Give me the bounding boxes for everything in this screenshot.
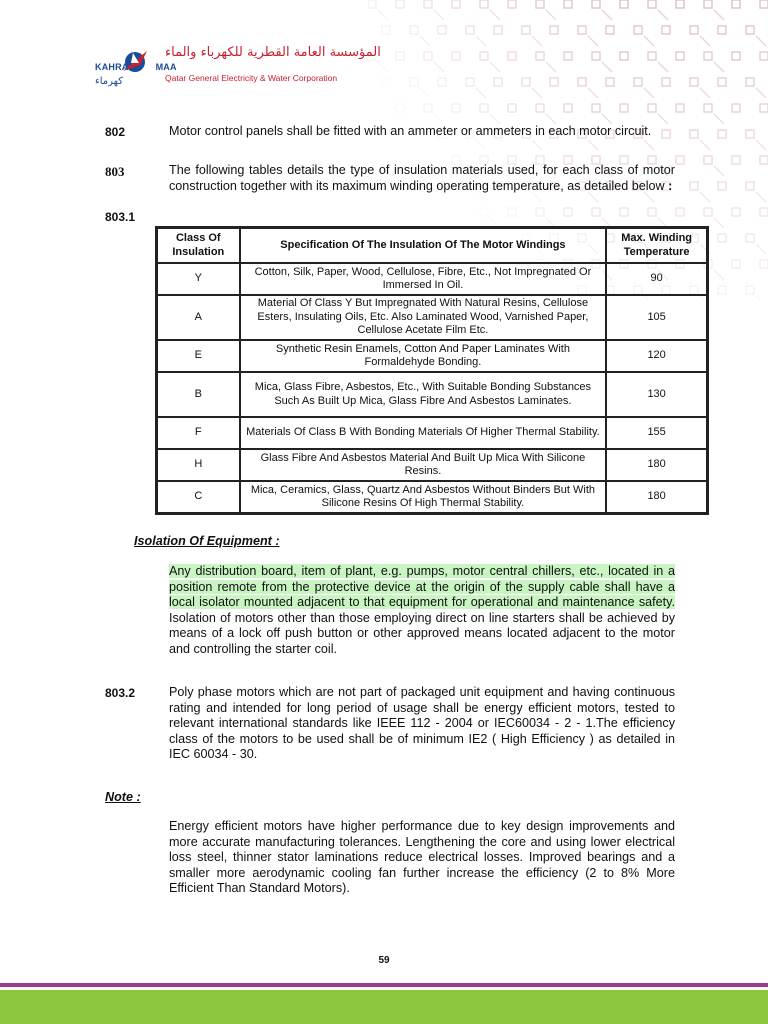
pattern-line — [476, 140, 486, 150]
pattern-line — [644, 88, 654, 98]
pattern-square — [620, 0, 628, 8]
pattern-line — [756, 88, 766, 98]
pattern-line — [588, 36, 598, 46]
pattern-square — [718, 130, 726, 138]
cell-spec: Glass Fibre And Asbestos Material And Built Up Mica With Silicone Resins. — [240, 449, 607, 481]
pattern-square — [746, 78, 754, 86]
isolation-heading: Isolation Of Equipment : — [134, 534, 280, 548]
pattern-square — [382, 26, 390, 34]
pattern-line — [546, 114, 556, 124]
pattern-square — [564, 0, 572, 8]
pattern-line — [602, 114, 612, 124]
pattern-square — [620, 52, 628, 60]
pattern-line — [532, 36, 542, 46]
logo-brand-right: MAA — [155, 62, 177, 72]
pattern-line — [434, 62, 444, 72]
pattern-line — [490, 62, 500, 72]
pattern-square — [690, 130, 698, 138]
section-803-colon: : — [664, 178, 673, 193]
pattern-line — [476, 36, 486, 46]
isolation-paragraph — [169, 564, 675, 657]
pattern-square — [676, 156, 684, 164]
pattern-square — [760, 156, 768, 164]
cell-spec: Synthetic Resin Enamels, Cotton And Paper Laminates With Formaldehyde Bonding. — [240, 340, 607, 372]
pattern-square — [564, 52, 572, 60]
cell-class: C — [157, 481, 240, 513]
pattern-square — [732, 260, 740, 268]
pattern-square — [536, 0, 544, 8]
section-number-803-2: 803.2 — [105, 686, 136, 700]
pattern-line — [756, 296, 766, 300]
pattern-line — [546, 10, 556, 20]
cell-temp: 120 — [606, 340, 707, 372]
pattern-square — [732, 156, 740, 164]
pattern-square — [424, 52, 432, 60]
logo-text — [95, 62, 177, 72]
insulation-table — [155, 226, 709, 515]
pattern-line — [700, 88, 710, 98]
pattern-square — [368, 0, 376, 8]
table-row — [157, 340, 707, 372]
pattern-line — [700, 36, 710, 46]
header-max-temperature: Max. Winding Temperature — [606, 228, 707, 263]
table-row — [157, 295, 707, 340]
pattern-square — [592, 52, 600, 60]
pattern-square — [676, 208, 684, 216]
section-802-text: Motor control panels shall be fitted with an ammeter or ammeters in each motor circuit. — [169, 124, 652, 138]
pattern-square — [620, 208, 628, 216]
pattern-square — [606, 26, 614, 34]
pattern-square — [732, 104, 740, 112]
pattern-square — [564, 104, 572, 112]
pattern-square — [648, 52, 656, 60]
pattern-square — [480, 52, 488, 60]
pattern-square — [522, 26, 530, 34]
pattern-square — [704, 104, 712, 112]
pattern-square — [620, 104, 628, 112]
pattern-square — [452, 104, 460, 112]
table-row — [157, 481, 707, 513]
pattern-square — [732, 0, 740, 8]
cell-temp: 180 — [606, 449, 707, 481]
cell-spec: Mica, Glass Fibre, Asbestos, Etc., With Suitable Bonding Substances Such As Built Up Mica, Glass Fibre And Asbestos Laminates. — [240, 372, 607, 417]
table-row — [157, 372, 707, 417]
pattern-line — [658, 10, 668, 20]
pattern-square — [382, 78, 390, 86]
pattern-square — [690, 78, 698, 86]
pattern-line — [378, 10, 388, 20]
pattern-line — [756, 36, 766, 46]
pattern-line — [700, 140, 710, 150]
pattern-square — [494, 78, 502, 86]
pattern-line — [476, 88, 486, 98]
table-header-row — [157, 228, 707, 263]
pattern-square — [396, 0, 404, 8]
pattern-square — [676, 0, 684, 8]
pattern-line — [420, 36, 430, 46]
pattern-square — [662, 78, 670, 86]
cell-spec: Mica, Ceramics, Glass, Quartz And Asbestos Without Binders But With Silicone Resins Of High Thermal Stability. — [240, 481, 607, 513]
pattern-square — [634, 26, 642, 34]
logo-arabic-wordmark: كهرماء — [95, 76, 123, 87]
pattern-square — [718, 286, 726, 294]
pattern-square — [704, 0, 712, 8]
pattern-line — [714, 114, 724, 124]
pattern-square — [452, 52, 460, 60]
note-heading: Note : — [105, 790, 141, 804]
cell-spec: Materials Of Class B With Bonding Materials Of Higher Thermal Stability. — [240, 417, 607, 449]
page-number: 59 — [378, 955, 390, 966]
section-number-802: 802 — [105, 125, 126, 139]
pattern-line — [588, 140, 598, 150]
pattern-square — [578, 78, 586, 86]
logo-english-name: Qatar General Electricity & Water Corporation — [165, 73, 338, 83]
pattern-square — [648, 104, 656, 112]
pattern-line — [714, 62, 724, 72]
pattern-line — [532, 140, 542, 150]
pattern-line — [714, 10, 724, 20]
pattern-line — [490, 10, 500, 20]
pattern-square — [634, 78, 642, 86]
cell-class: F — [157, 417, 240, 449]
pattern-square — [536, 208, 544, 216]
table-row — [157, 449, 707, 481]
pattern-square — [466, 26, 474, 34]
pattern-square — [718, 78, 726, 86]
pattern-line — [756, 192, 766, 202]
pattern-square — [690, 26, 698, 34]
pattern-line — [546, 62, 556, 72]
pattern-line — [434, 114, 444, 124]
pattern-square — [676, 52, 684, 60]
pattern-square — [732, 52, 740, 60]
pattern-square — [662, 26, 670, 34]
footer-purple-bar — [0, 983, 768, 987]
pattern-square — [536, 104, 544, 112]
pattern-square — [746, 286, 754, 294]
cell-spec: Cotton, Silk, Paper, Wood, Cellulose, Fibre, Etc., Not Impregnated Or Immersed In Oil. — [240, 263, 607, 295]
pattern-square — [480, 104, 488, 112]
note-text: Energy efficient motors have higher performance due to key design improvements and more accurate manufacturing tolerances. Lengthening the core and using lower electrical loss steel, thinner stator laminations reduce electrical losses. Improved bearings and a smaller more aerodynamic cooling fan further increase the efficiency (2 to 8% More Efficient Than Standard Motors). — [169, 819, 675, 895]
pattern-square — [536, 52, 544, 60]
pattern-square — [480, 0, 488, 8]
pattern-square — [704, 208, 712, 216]
pattern-square — [494, 26, 502, 34]
section-number-803: 803 — [105, 164, 125, 179]
isolation-remaining-text: Isolation of motors other than those employing direct on line starters shall be achieved by means of a lock off push button or other approved means located adjacent to the motor and controlling the starter coil. — [169, 610, 675, 656]
pattern-square — [746, 26, 754, 34]
pattern-square — [718, 26, 726, 34]
cell-class: Y — [157, 263, 240, 295]
pattern-line — [756, 244, 766, 254]
pattern-line — [378, 62, 388, 72]
pattern-square — [592, 208, 600, 216]
pattern-line — [714, 218, 724, 228]
pattern-square — [550, 78, 558, 86]
header-specification: Specification Of The Insulation Of The Motor Windings — [240, 228, 607, 263]
pattern-line — [532, 88, 542, 98]
pattern-square — [592, 104, 600, 112]
pattern-square — [480, 208, 488, 216]
pattern-square — [760, 104, 768, 112]
pattern-line — [658, 62, 668, 72]
pattern-line — [602, 10, 612, 20]
pattern-square — [606, 78, 614, 86]
pattern-line — [644, 140, 654, 150]
pattern-square — [690, 182, 698, 190]
cell-temp: 90 — [606, 263, 707, 295]
pattern-square — [704, 52, 712, 60]
pattern-square — [704, 156, 712, 164]
pattern-square — [564, 208, 572, 216]
logo-arabic-name: المؤسسة العامة القطرية للكهرباء والماء — [165, 45, 381, 60]
pattern-square — [676, 104, 684, 112]
pattern-square — [438, 78, 446, 86]
cell-temp: 180 — [606, 481, 707, 513]
pattern-square — [760, 52, 768, 60]
cell-temp: 155 — [606, 417, 707, 449]
footer-green-bar — [0, 990, 768, 1024]
pattern-square — [438, 26, 446, 34]
pattern-square — [760, 208, 768, 216]
pattern-square — [410, 78, 418, 86]
pattern-line — [602, 62, 612, 72]
pattern-line — [658, 114, 668, 124]
isolation-highlighted-text: Any distribution board, item of plant, e.g. pumps, motor central chillers, etc., located in a position remote from the protective device at the origin of the supply cable shall have a local isolator mounted adjacent to that equipment for operational and maintenance safety. — [169, 564, 675, 609]
pattern-square — [648, 0, 656, 8]
pattern-line — [714, 166, 724, 176]
pattern-line — [490, 114, 500, 124]
pattern-square — [466, 78, 474, 86]
table-row — [157, 417, 707, 449]
pattern-square — [760, 0, 768, 8]
section-803-2-text: Poly phase motors which are not part of packaged unit equipment and having continuous rating and intended for long period of usage shall be energy efficient motors, tested to relevant international standards like IEEE 112 - 2004 or IEC60034 - 2 - 1.The efficiency class of the motors to be used shall be of minimum IE2 ( High Efficiency ) as detailed in IEC 60034 - 30. — [169, 685, 675, 761]
header-class: Class Of Insulation — [157, 228, 240, 263]
pattern-square — [508, 104, 516, 112]
section-number-803-1: 803.1 — [105, 210, 136, 224]
cell-class: B — [157, 372, 240, 417]
pattern-square — [732, 208, 740, 216]
logo-brand-left: KAHRA — [95, 62, 129, 72]
pattern-square — [550, 26, 558, 34]
pattern-square — [746, 130, 754, 138]
pattern-line — [588, 88, 598, 98]
pattern-square — [746, 234, 754, 242]
pattern-square — [508, 52, 516, 60]
cell-class: E — [157, 340, 240, 372]
cell-class: H — [157, 449, 240, 481]
pattern-line — [714, 270, 724, 280]
pattern-square — [718, 182, 726, 190]
pattern-line — [700, 192, 710, 202]
table-row — [157, 263, 707, 295]
pattern-square — [396, 104, 404, 112]
pattern-square — [746, 182, 754, 190]
pattern-square — [578, 26, 586, 34]
pattern-square — [396, 52, 404, 60]
pattern-line — [420, 88, 430, 98]
pattern-square — [508, 208, 516, 216]
pattern-square — [760, 260, 768, 268]
pattern-square — [508, 0, 516, 8]
cell-class: A — [157, 295, 240, 340]
pattern-line — [434, 10, 444, 20]
pattern-line — [756, 140, 766, 150]
pattern-square — [522, 78, 530, 86]
pattern-square — [424, 0, 432, 8]
cell-temp: 105 — [606, 295, 707, 340]
section-803-body: The following tables details the type of insulation materials used, for each class of motor construction together with its maximum winding operating temperature, as detailed below — [169, 163, 675, 193]
pattern-square — [648, 208, 656, 216]
pattern-square — [718, 234, 726, 242]
pattern-square — [452, 0, 460, 8]
cell-spec: Material Of Class Y But Impregnated With Natural Resins, Cellulose Esters, Insulating Oils, Etc. Also Laminated Wood, Varnished Paper, Cellulose Acetate Film Etc. — [240, 295, 607, 340]
pattern-square — [410, 26, 418, 34]
pattern-square — [424, 104, 432, 112]
pattern-square — [592, 0, 600, 8]
cell-temp: 130 — [606, 372, 707, 417]
pattern-line — [644, 36, 654, 46]
section-803-text — [169, 163, 675, 194]
